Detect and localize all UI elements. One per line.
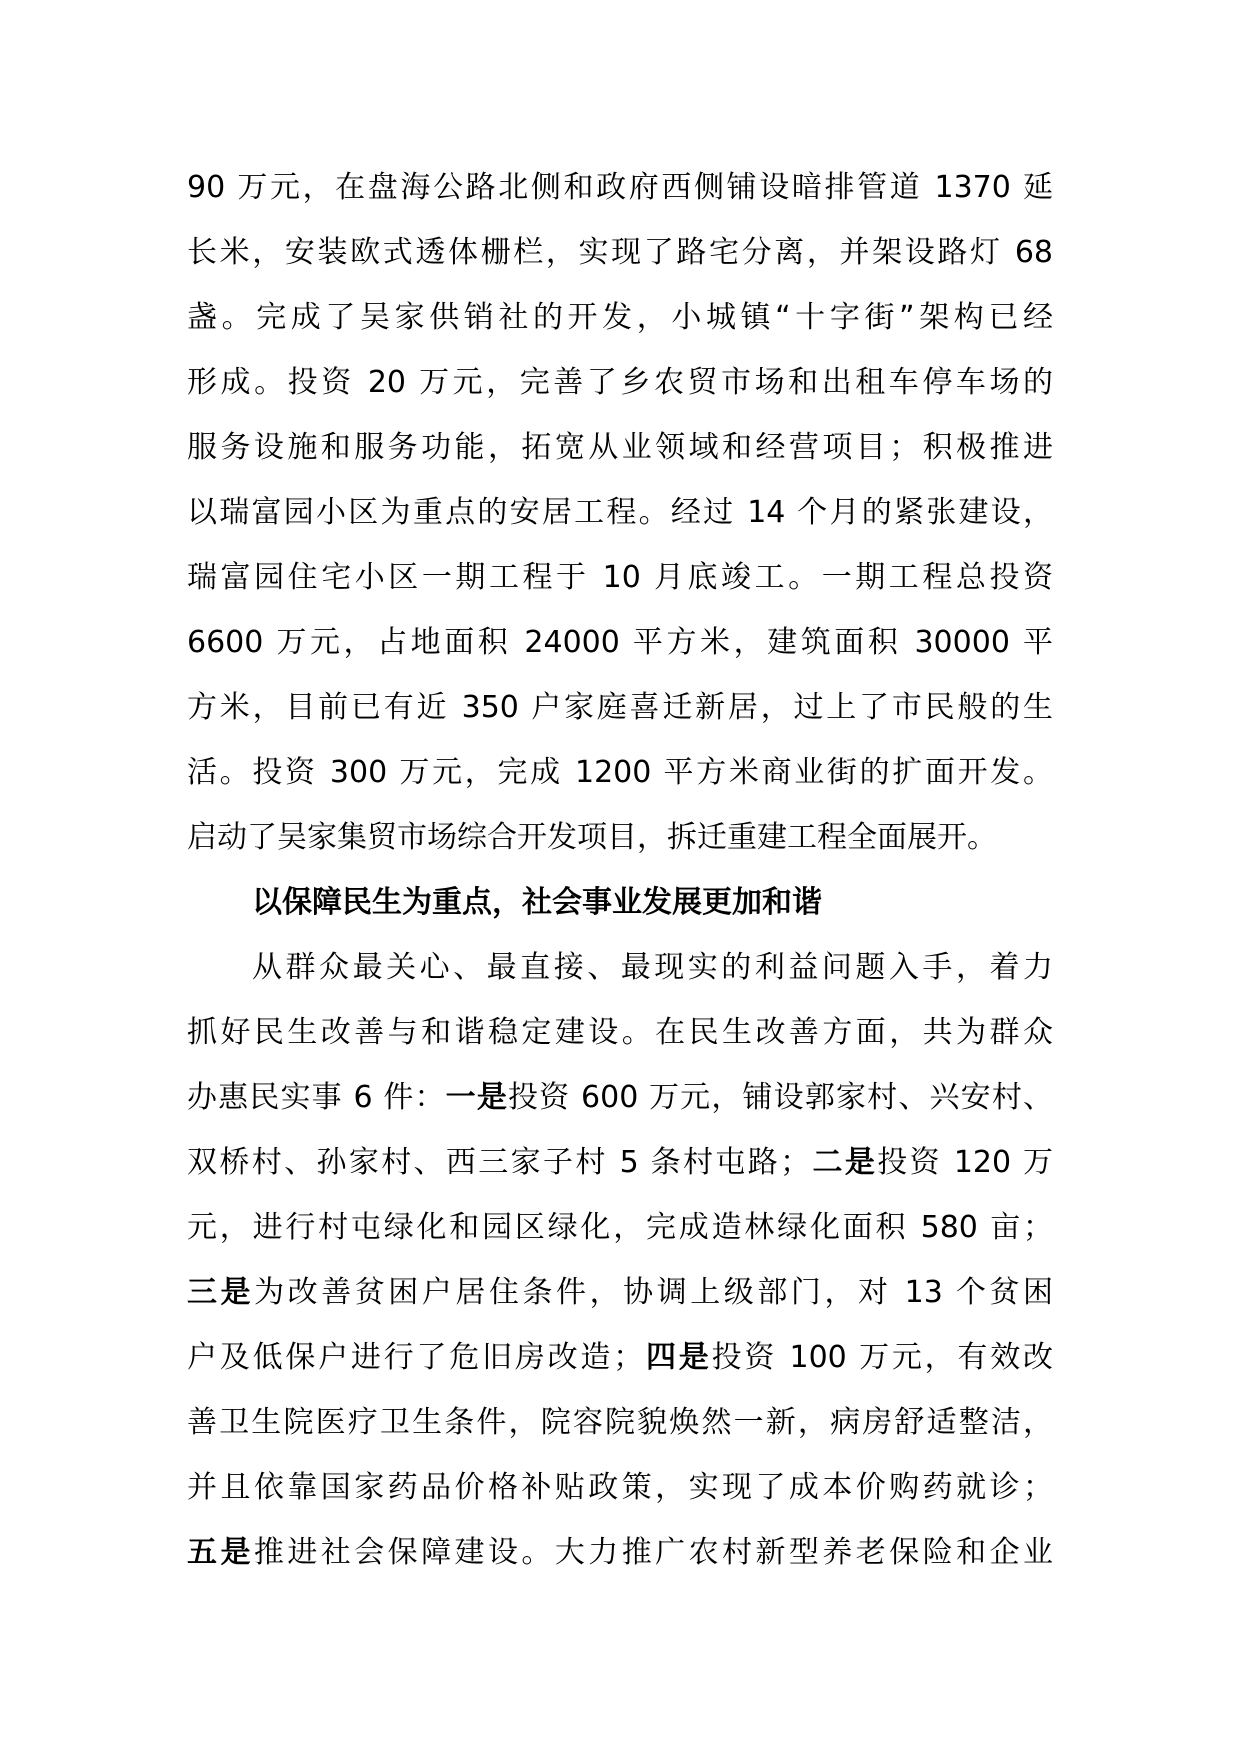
paragraph-line: 从群众最关心、最直接、最现实的利益问题入手，着力 (252, 950, 1053, 985)
line-text: 投资 120 万 (877, 1145, 1053, 1180)
paragraph-line (187, 1065, 1053, 1130)
paragraph-line: 90 万元，在盘海公路北侧和政府西侧铺设暗排管道 1370 延 (187, 170, 1053, 205)
line-text: 办惠民实事 6 件： (187, 1080, 446, 1115)
paragraph-line: 盏。完成了吴家供销社的开发，小城镇“十字街”架构已经 (187, 300, 1053, 335)
paragraph-line: 并且依靠国家药品价格补贴政策，实现了成本价购药就诊； (187, 1470, 1053, 1505)
paragraph-line: 元，进行村屯绿化和园区绿化，完成造林绿化面积 580 亩； (187, 1210, 1053, 1245)
paragraph-line: 6600 万元，占地面积 24000 平方米，建筑面积 30000 平 (187, 625, 1053, 660)
paragraph-line: 服务设施和服务功能，拓宽从业领域和经营项目；积极推进 (187, 430, 1053, 465)
section-heading: 以保障民生为重点，社会事业发展更加和谐 (252, 885, 822, 920)
paragraph-line (187, 1520, 1053, 1585)
line-text: 投资 600 万元，铺设郭家村、兴安村、 (508, 1080, 1053, 1115)
line-text: 双桥村、孙家村、西三家子村 5 条村屯路； (187, 1145, 811, 1180)
ordinal-bold: 四是 (643, 1340, 712, 1375)
ordinal-bold: 五是 (187, 1535, 254, 1570)
ordinal-bold: 二是 (810, 1145, 878, 1180)
paragraph-line (187, 1130, 1053, 1195)
paragraph-line: 善卫生院医疗卫生条件，院容院貌焕然一新，病房舒适整洁， (187, 1405, 1053, 1440)
paragraph-line: 活。投资 300 万元，完成 1200 平方米商业街的扩面开发。 (187, 755, 1053, 790)
document-body (187, 155, 1053, 1585)
line-text: 为改善贫困户居住条件，协调上级部门，对 13 个贫困 (254, 1275, 1053, 1310)
line-text: 户及低保户进行了危旧房改造； (187, 1340, 644, 1375)
paragraph-line: 启动了吴家集贸市场综合开发项目，拆迁重建工程全面展开。 (187, 820, 997, 855)
paragraph-line (187, 1260, 1053, 1325)
paragraph-line (187, 1325, 1053, 1390)
ordinal-bold: 三是 (187, 1275, 255, 1310)
paragraph-line: 瑞富园住宅小区一期工程于 10 月底竣工。一期工程总投资 (187, 560, 1053, 595)
paragraph-line: 抓好民生改善与和谐稳定建设。在民生改善方面，共为群众 (187, 1015, 1053, 1050)
paragraph-line: 长米，安装欧式透体栅栏，实现了路宅分离，并架设路灯 68 (187, 235, 1053, 270)
ordinal-bold: 一是 (445, 1080, 508, 1115)
paragraph-line: 形成。投资 20 万元，完善了乡农贸市场和出租车停车场的 (187, 365, 1053, 400)
line-text: 投资 100 万元，有效改 (711, 1340, 1053, 1375)
paragraph-line: 方米，目前已有近 350 户家庭喜迁新居，过上了市民般的生 (187, 690, 1053, 725)
line-text: 推进社会保障建设。大力推广农村新型养老保险和企业 (253, 1535, 1053, 1570)
paragraph-line: 以瑞富园小区为重点的安居工程。经过 14 个月的紧张建设， (187, 495, 1053, 530)
